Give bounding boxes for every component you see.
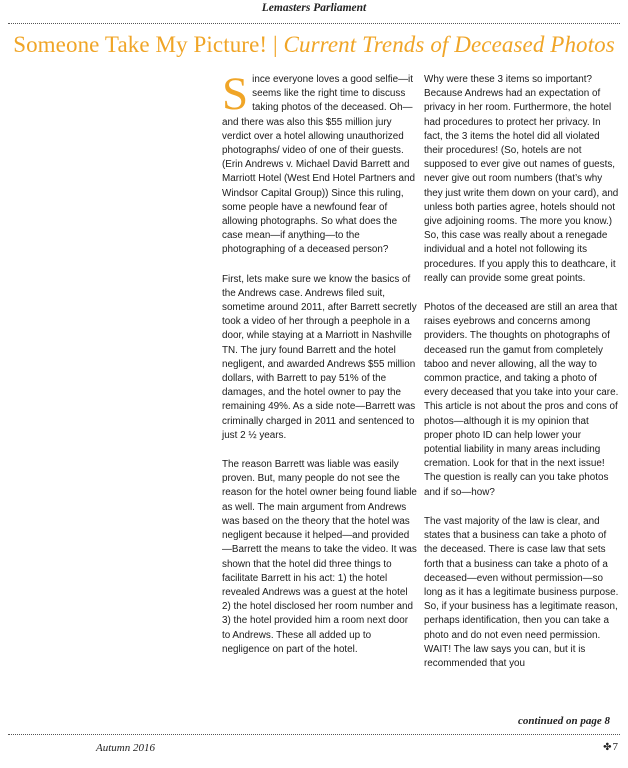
ornament-icon: ✤	[603, 741, 612, 753]
paragraph: First, lets make sure we know the basics of the Andrews case. Andrews filed suit, sometime around 2011, after Barrett secretly took a video of her through a peephole in a door, while staying at a Marriott in Nashville TN. The jury found Barrett and the hotel negligent, and awarded Andrews $55 million dollars, with Barrett to pay 51% of the damages, and the hotel owner to pay the remaining 49%. As a side note—Barrett was criminally charged in 2011 and sentenced to just 2 ½ years.	[222, 273, 417, 441]
drop-cap: S	[222, 68, 249, 120]
continued-note: continued on page 8	[518, 715, 610, 727]
left-column	[222, 68, 417, 672]
footer-season: Autumn 2016	[96, 742, 155, 754]
title-separator: |	[267, 32, 284, 57]
bottom-dotted-rule	[8, 734, 620, 735]
title-subtitle: Current Trends of Deceased Photos	[283, 32, 615, 57]
paragraph	[222, 68, 417, 258]
paragraph-text: ince everyone loves a good selfie—it seems like the right time to discuss taking photos of the deceased. Oh—and there was also this $55 million jury verdict over a hotel allowing unauthorized photographs/ video of one of their guests. (Erin Andrews v. Michael David Barrett and Marriott Hotel (West End Hotel Partners and Windsor Capital Group)) Since this ruling, some people have a newfound fear of allowing photographs. So what does the case mean—if anything—to the photographing of a deceased person?	[222, 74, 416, 256]
article-title	[0, 32, 628, 58]
running-header: Lemasters Parliament	[261, 2, 367, 14]
top-dotted-rule	[8, 23, 620, 24]
page-number: 7	[612, 741, 618, 753]
paragraph: The vast majority of the law is clear, and states that a business can take a photo of the deceased. There is case law that sets forth that a business can take a photo of a deceased—even without permission—so long as it has a legitimate business purpose. So, if your business has a legitimate reason, perhaps identification, then you can take a photo and do not even need permission. WAIT! The law says you can, but it is recommended that you	[424, 515, 619, 669]
right-column	[424, 73, 619, 686]
paragraph: Photos of the deceased are still an area that raises eyebrows and concerns among providers. The thoughts on photographs of deceased run the gamut from completely taboo and never allowing, all the way to common practice, and taking a photo of every deceased that you take into your care. This article is not about the pros and cons of photos—although it is my opinion that proper photo ID can help lower your potential liability in many areas including cremation. Look for that in the next issue! The question is really can you take photos and if so—how?	[424, 302, 619, 498]
footer-page	[603, 741, 618, 753]
paragraph: Why were these 3 items so important? Because Andrews had an expectation of privacy in her room. Furthermore, the hotel had procedures to protect her privacy. In fact, the 3 items the hotel did all violated their procedures! (So, hotels are not supposed to ever give out names of guests, never give out room numbers (that’s why they just write them down on your card), and unless both parties agree, hotels should not give adjoining rooms. The more you know.) So, this case was really about a renegade individual and a hotel not following its procedures. If you apply this to deathcare, it really can provide some great points.	[424, 74, 619, 284]
paragraph: The reason Barrett was liable was easily proven. But, many people do not see the reason for the hotel owner being found liable as well. The main argument from Andrews was based on the theory that the hotel was negligent because it helped—and provided—Barrett the means to take the video. It was shown that the hotel did three things to facilitate Barrett in his act: 1) the hotel revealed Andrews was a guest at the hotel 2) the hotel disclosed her room number and 3) the hotel provided him a room next door to Andrews. These all added up to negligence on part of the hotel.	[222, 459, 417, 655]
title-main: Someone Take My Picture!	[13, 32, 268, 57]
